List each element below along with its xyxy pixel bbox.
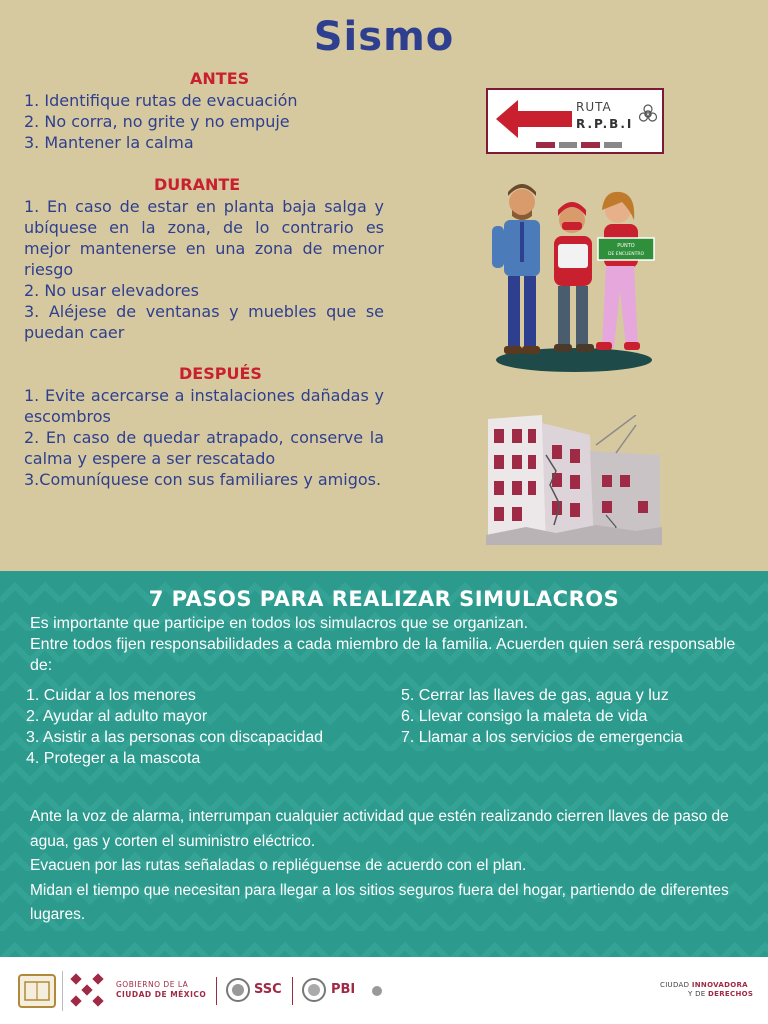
sign-logos <box>536 142 622 148</box>
city-slogan-line2: Y DE DERECHOS <box>688 990 754 998</box>
meeting-point-line2: DE ENCUENTRO <box>607 252 645 257</box>
ssc-badge-icon <box>226 977 250 1003</box>
gov-label-line1: GOBIERNO DE LA <box>116 980 189 989</box>
despues-list <box>24 385 384 490</box>
antes-heading: ANTES <box>190 69 250 88</box>
list-item: 2. No usar elevadores <box>24 281 199 300</box>
list-item: 4. Proteger a la mascota <box>26 750 201 767</box>
list-item: 6. Llevar consigo la maleta de vida <box>401 708 648 725</box>
simulacros-paragraphs <box>30 805 750 928</box>
despues-heading: DESPUÉS <box>179 364 262 383</box>
durante-list <box>24 196 384 343</box>
paragraph: Ante la voz de alarma, interrumpan cualquier actividad que estén realizando cierren llaves de paso de agua, gas y corten el suministro eléctrico. <box>30 808 729 850</box>
steps-left-list <box>26 685 326 769</box>
paragraph: Evacuen por las rutas señaladas o repliéguense de acuerdo con el plan. <box>30 857 527 874</box>
list-item: 2. Ayudar al adulto mayor <box>26 708 208 725</box>
intro-line: Es importante que participe en todos los simulacros que se organizan. <box>30 615 529 632</box>
list-item: 3. Aléjese de ventanas y muebles que se puedan caer <box>24 302 384 342</box>
list-item: 3. Asistir a las personas con discapacidad <box>26 729 324 746</box>
simulacros-title: 7 PASOS PARA REALIZAR SIMULACROS <box>148 587 620 611</box>
list-item: 2. En caso de quedar atrapado, conserve la calma y espere a ser rescatado <box>24 428 384 468</box>
list-item: 3.Comuníquese con sus familiares y amigos. <box>24 470 382 489</box>
simulacros-section <box>0 571 768 957</box>
divider <box>216 977 217 1005</box>
footer <box>0 957 768 1024</box>
biohazard-icon <box>638 104 658 124</box>
meeting-point-line1: PUNTO <box>617 243 635 249</box>
sign-rpbi-label: R.P.B.I <box>576 117 634 131</box>
pbi-label: PBI <box>331 982 356 997</box>
gov-label-line2: CIUDAD DE MÉXICO <box>116 990 207 999</box>
people-illustration <box>488 180 660 372</box>
paragraph: Midan el tiempo que necesitan para llegar a los sitios seguros fuera del hogar, partiendo de diferentes lugares. <box>30 881 729 923</box>
list-item: 7. Llamar a los servicios de emergencia <box>401 729 683 746</box>
damaged-building-illustration <box>486 415 662 545</box>
list-item: 2. No corra, no grite y no empuje <box>24 112 290 131</box>
page-title: Sismo <box>313 14 455 60</box>
evacuation-route-sign <box>486 88 664 154</box>
antes-list <box>24 90 384 153</box>
divider <box>62 971 63 1011</box>
city-slogan-line1: CIUDAD INNOVADORA <box>660 981 748 989</box>
list-item: 5. Cerrar las llaves de gas, agua y luz <box>401 687 669 704</box>
steps-right-list <box>401 685 751 748</box>
list-item: 3. Mantener la calma <box>24 133 194 152</box>
durante-heading: DURANTE <box>154 175 241 194</box>
list-item: 1. Cuidar a los menores <box>26 687 196 704</box>
small-seal-icon <box>371 985 383 997</box>
pbi-badge-icon <box>302 977 326 1003</box>
left-arrow-icon <box>496 100 572 138</box>
divider <box>292 977 293 1005</box>
list-item: 1. En caso de estar en planta baja salga y ubíquese en la zona, de lo contrario es mejor mantenerse en una zona de menor riesgo <box>24 197 384 279</box>
cdmx-logo-icon <box>68 971 106 1011</box>
simulacros-intro <box>30 613 750 676</box>
list-item: 1. Evite acercarse a instalaciones dañadas y escombros <box>24 386 384 426</box>
intro-line: Entre todos fijen responsabilidades a cada miembro de la familia. Acuerden quien será responsable de: <box>30 636 736 674</box>
sign-ruta-label: RUTA <box>576 100 612 114</box>
list-item: 1. Identifique rutas de evacuación <box>24 91 298 110</box>
ssc-label: SSC <box>254 982 282 997</box>
cdmx-shield-icon <box>18 974 56 1008</box>
